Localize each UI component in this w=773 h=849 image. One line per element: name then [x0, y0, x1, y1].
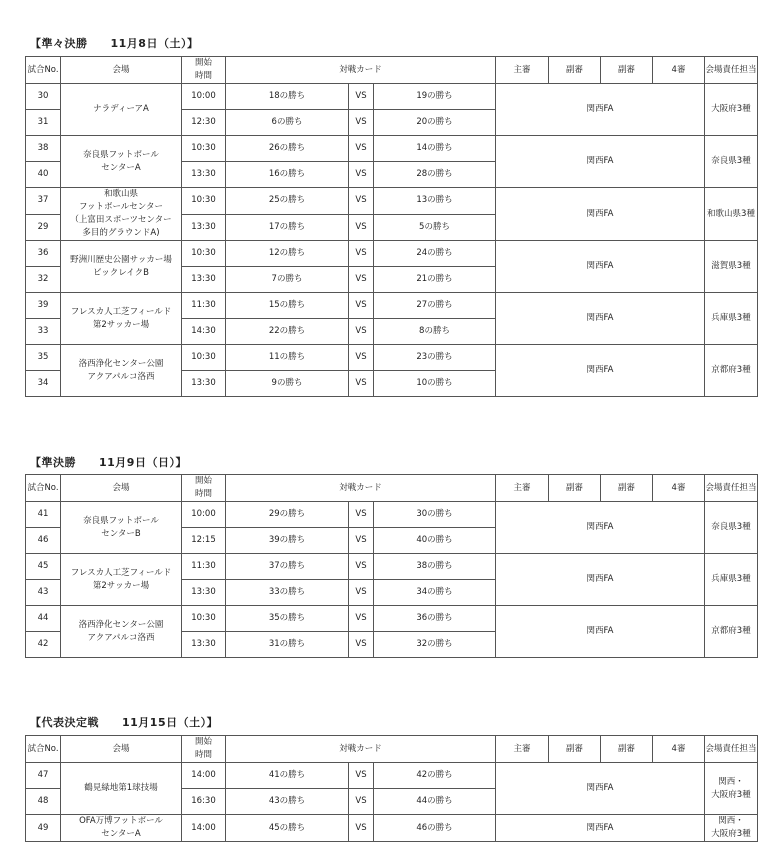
start-time: 11:30 — [182, 293, 226, 319]
match-no: 46 — [26, 528, 61, 554]
away-team: 20の勝ち — [374, 110, 496, 136]
vs-label: VS — [349, 789, 374, 815]
home-team: 29の勝ち — [226, 502, 349, 528]
header-start-time — [182, 57, 226, 84]
responsible-line: 京都府3種 — [711, 365, 751, 375]
responsible-line: 奈良県3種 — [711, 522, 751, 532]
vs-label: VS — [349, 815, 374, 842]
header-resp: 会場責任担当 — [705, 475, 758, 502]
vs-label: VS — [349, 136, 374, 162]
start-time: 12:15 — [182, 528, 226, 554]
start-time: 10:00 — [182, 84, 226, 110]
home-team: 41の勝ち — [226, 763, 349, 789]
referee-assignment: 関西FA — [496, 84, 705, 136]
venue-line: 洛西浄化センター公園 — [78, 619, 164, 630]
away-team: 34の勝ち — [374, 580, 496, 606]
responsible-line: 大阪府3種 — [711, 829, 751, 839]
venue-cell — [61, 815, 182, 842]
header-start-line: 開始 — [194, 58, 212, 68]
away-team: 32の勝ち — [374, 632, 496, 658]
vs-label: VS — [349, 528, 374, 554]
home-team: 9の勝ち — [226, 371, 349, 397]
header-match-no: 試合No. — [26, 475, 61, 502]
referee-assignment: 関西FA — [496, 763, 705, 815]
home-team: 26の勝ち — [226, 136, 349, 162]
vs-label: VS — [349, 110, 374, 136]
venue-line: 多目的グラウンドA) — [82, 228, 160, 238]
start-time: 10:00 — [182, 502, 226, 528]
responsible-line: 関西・ — [718, 816, 744, 826]
table-row — [26, 815, 758, 842]
header-ref3: 副審 — [601, 475, 653, 502]
match-no: 45 — [26, 554, 61, 580]
header-ref2: 副審 — [549, 57, 601, 84]
away-team: 40の勝ち — [374, 528, 496, 554]
responsible-line: 和歌山県3種 — [707, 208, 755, 219]
start-time: 13:30 — [182, 162, 226, 188]
match-no: 43 — [26, 580, 61, 606]
responsible-line: 大阪府3種 — [711, 789, 751, 800]
home-team: 37の勝ち — [226, 554, 349, 580]
venue-line: 野洲川歴史公園サッカー場 — [70, 254, 172, 265]
referee-assignment: 関西FA — [496, 502, 705, 554]
match-no: 29 — [26, 214, 61, 241]
header-start-line: 時間 — [194, 750, 212, 760]
header-venue: 会場 — [61, 57, 182, 84]
match-no: 44 — [26, 606, 61, 632]
schedule-table — [25, 474, 758, 658]
vs-label: VS — [349, 293, 374, 319]
away-team: 46の勝ち — [374, 815, 496, 842]
section-title: 【代表決定戦 11月15日（土）】 — [30, 716, 219, 729]
venue-line: センターB — [101, 528, 141, 539]
match-no: 39 — [26, 293, 61, 319]
responsible-line: 京都府3種 — [711, 626, 751, 636]
venue-cell — [61, 554, 182, 606]
section-title: 【準々決勝 11月8日（土）】 — [30, 37, 199, 50]
away-team: 5の勝ち — [374, 214, 496, 241]
referee-assignment: 関西FA — [496, 606, 705, 658]
away-team: 38の勝ち — [374, 554, 496, 580]
venue-line: フットボールセンター — [79, 202, 163, 212]
venue-responsible — [705, 136, 758, 188]
table-row — [26, 84, 758, 110]
header-resp: 会場責任担当 — [705, 736, 758, 763]
start-time: 13:30 — [182, 267, 226, 293]
table-row — [26, 188, 758, 215]
header-match-no: 試合No. — [26, 736, 61, 763]
away-team: 44の勝ち — [374, 789, 496, 815]
venue-line: ナラディーアA — [93, 104, 149, 114]
table-row — [26, 606, 758, 632]
responsible-line: 大阪府3種 — [711, 104, 751, 114]
match-no: 38 — [26, 136, 61, 162]
header-ref2: 副審 — [549, 736, 601, 763]
venue-line: 第2サッカー場 — [92, 580, 150, 591]
home-team: 33の勝ち — [226, 580, 349, 606]
venue-cell — [61, 763, 182, 815]
venue-line: 和歌山県 — [103, 189, 138, 199]
header-ref4: 4審 — [653, 475, 705, 502]
venue-responsible — [705, 815, 758, 842]
away-team: 14の勝ち — [374, 136, 496, 162]
venue-line: 鶴見緑地第1球技場 — [84, 783, 158, 793]
venue-cell — [61, 136, 182, 188]
venue-responsible — [705, 345, 758, 397]
vs-label: VS — [349, 371, 374, 397]
referee-assignment: 関西FA — [496, 293, 705, 345]
venue-cell — [61, 188, 182, 241]
home-team: 18の勝ち — [226, 84, 349, 110]
venue-responsible — [705, 188, 758, 241]
away-team: 36の勝ち — [374, 606, 496, 632]
header-row — [26, 475, 758, 502]
vs-label: VS — [349, 632, 374, 658]
header-ref3: 副審 — [601, 57, 653, 84]
vs-label: VS — [349, 162, 374, 188]
vs-label: VS — [349, 345, 374, 371]
header-start-time — [182, 736, 226, 763]
home-team: 12の勝ち — [226, 241, 349, 267]
header-start-line: 開始 — [194, 737, 212, 747]
venue-line: 洛西浄化センター公園 — [78, 358, 164, 369]
vs-label: VS — [349, 606, 374, 632]
venue-line: センターA — [101, 162, 141, 173]
vs-label: VS — [349, 214, 374, 241]
venue-responsible — [705, 241, 758, 293]
header-start-line: 時間 — [194, 489, 212, 499]
vs-label: VS — [349, 241, 374, 267]
vs-label: VS — [349, 267, 374, 293]
match-no: 40 — [26, 162, 61, 188]
venue-line: （上富田スポーツセンター — [70, 215, 172, 225]
start-time: 10:30 — [182, 188, 226, 215]
table-row — [26, 241, 758, 267]
venue-line: 奈良県フットボール — [83, 149, 159, 160]
table-row — [26, 763, 758, 789]
venue-responsible — [705, 763, 758, 815]
table-row — [26, 293, 758, 319]
away-team: 27の勝ち — [374, 293, 496, 319]
start-time: 11:30 — [182, 554, 226, 580]
home-team: 7の勝ち — [226, 267, 349, 293]
header-row — [26, 736, 758, 763]
responsible-line: 奈良県3種 — [711, 156, 751, 166]
start-time: 10:30 — [182, 136, 226, 162]
vs-label: VS — [349, 554, 374, 580]
venue-cell — [61, 293, 182, 345]
venue-line: アクアパルコ洛西 — [87, 632, 155, 643]
venue-line: アクアパルコ洛西 — [87, 371, 155, 382]
venue-line: 奈良県フットボール — [83, 515, 159, 526]
header-match-card: 対戦カード — [226, 736, 496, 763]
header-ref1: 主審 — [496, 57, 549, 84]
header-start-line: 開始 — [194, 476, 212, 486]
match-no: 31 — [26, 110, 61, 136]
start-time: 13:30 — [182, 632, 226, 658]
home-team: 22の勝ち — [226, 319, 349, 345]
home-team: 31の勝ち — [226, 632, 349, 658]
start-time: 13:30 — [182, 580, 226, 606]
header-ref2: 副審 — [549, 475, 601, 502]
away-team: 10の勝ち — [374, 371, 496, 397]
vs-label: VS — [349, 763, 374, 789]
vs-label: VS — [349, 319, 374, 345]
home-team: 17の勝ち — [226, 214, 349, 241]
header-start-time — [182, 475, 226, 502]
table-row — [26, 345, 758, 371]
header-ref1: 主審 — [496, 475, 549, 502]
home-team: 25の勝ち — [226, 188, 349, 215]
start-time: 10:30 — [182, 241, 226, 267]
away-team: 8の勝ち — [374, 319, 496, 345]
venue-responsible — [705, 606, 758, 658]
start-time: 14:30 — [182, 319, 226, 345]
venue-responsible — [705, 554, 758, 606]
header-start-line: 時間 — [194, 71, 212, 81]
start-time: 12:30 — [182, 110, 226, 136]
away-team: 42の勝ち — [374, 763, 496, 789]
match-no: 32 — [26, 267, 61, 293]
match-no: 35 — [26, 345, 61, 371]
match-no: 33 — [26, 319, 61, 345]
header-ref1: 主審 — [496, 736, 549, 763]
away-team: 23の勝ち — [374, 345, 496, 371]
vs-label: VS — [349, 84, 374, 110]
table-row — [26, 136, 758, 162]
match-no: 36 — [26, 241, 61, 267]
start-time: 14:00 — [182, 815, 226, 842]
away-team: 21の勝ち — [374, 267, 496, 293]
away-team: 13の勝ち — [374, 188, 496, 215]
table-row — [26, 554, 758, 580]
match-no: 49 — [26, 815, 61, 842]
venue-line: ビックレイクB — [93, 267, 149, 278]
schedule-table — [25, 56, 758, 397]
header-row — [26, 57, 758, 84]
home-team: 39の勝ち — [226, 528, 349, 554]
home-team: 11の勝ち — [226, 345, 349, 371]
header-ref4: 4審 — [653, 57, 705, 84]
header-match-no: 試合No. — [26, 57, 61, 84]
header-ref4: 4審 — [653, 736, 705, 763]
start-time: 10:30 — [182, 345, 226, 371]
away-team: 19の勝ち — [374, 84, 496, 110]
vs-label: VS — [349, 502, 374, 528]
away-team: 28の勝ち — [374, 162, 496, 188]
venue-cell — [61, 502, 182, 554]
match-no: 34 — [26, 371, 61, 397]
header-match-card: 対戦カード — [226, 57, 496, 84]
header-ref3: 副審 — [601, 736, 653, 763]
match-no: 41 — [26, 502, 61, 528]
referee-assignment: 関西FA — [496, 554, 705, 606]
match-no: 37 — [26, 188, 61, 215]
venue-line: 第2サッカー場 — [92, 319, 150, 330]
home-team: 35の勝ち — [226, 606, 349, 632]
referee-assignment: 関西FA — [496, 815, 705, 842]
away-team: 30の勝ち — [374, 502, 496, 528]
section-title: 【準決勝 11月9日（日）】 — [30, 456, 187, 469]
match-no: 30 — [26, 84, 61, 110]
match-no: 47 — [26, 763, 61, 789]
venue-line: フレスカ人工芝フィールド — [70, 567, 172, 578]
vs-label: VS — [349, 580, 374, 606]
home-team: 43の勝ち — [226, 789, 349, 815]
venue-cell — [61, 345, 182, 397]
venue-line: フレスカ人工芝フィールド — [70, 306, 172, 317]
vs-label: VS — [349, 188, 374, 215]
start-time: 13:30 — [182, 214, 226, 241]
venue-cell — [61, 606, 182, 658]
responsible-line: 滋賀県3種 — [711, 261, 751, 271]
responsible-line: 兵庫県3種 — [711, 574, 751, 584]
responsible-line: 関西・ — [718, 776, 744, 787]
start-time: 14:00 — [182, 763, 226, 789]
responsible-line: 兵庫県3種 — [711, 313, 751, 323]
home-team: 6の勝ち — [226, 110, 349, 136]
start-time: 13:30 — [182, 371, 226, 397]
start-time: 10:30 — [182, 606, 226, 632]
start-time: 16:30 — [182, 789, 226, 815]
venue-line: センターA — [101, 829, 141, 839]
header-match-card: 対戦カード — [226, 475, 496, 502]
venue-cell — [61, 84, 182, 136]
home-team: 16の勝ち — [226, 162, 349, 188]
schedule-table — [25, 735, 758, 842]
venue-cell — [61, 241, 182, 293]
header-venue: 会場 — [61, 736, 182, 763]
match-no: 42 — [26, 632, 61, 658]
venue-responsible — [705, 84, 758, 136]
referee-assignment: 関西FA — [496, 136, 705, 188]
referee-assignment: 関西FA — [496, 345, 705, 397]
table-row — [26, 502, 758, 528]
referee-assignment: 関西FA — [496, 188, 705, 241]
venue-responsible — [705, 502, 758, 554]
home-team: 45の勝ち — [226, 815, 349, 842]
referee-assignment: 関西FA — [496, 241, 705, 293]
match-no: 48 — [26, 789, 61, 815]
away-team: 24の勝ち — [374, 241, 496, 267]
header-venue: 会場 — [61, 475, 182, 502]
home-team: 15の勝ち — [226, 293, 349, 319]
venue-responsible — [705, 293, 758, 345]
venue-line: OFA万博フットボール — [79, 816, 163, 826]
header-resp: 会場責任担当 — [705, 57, 758, 84]
